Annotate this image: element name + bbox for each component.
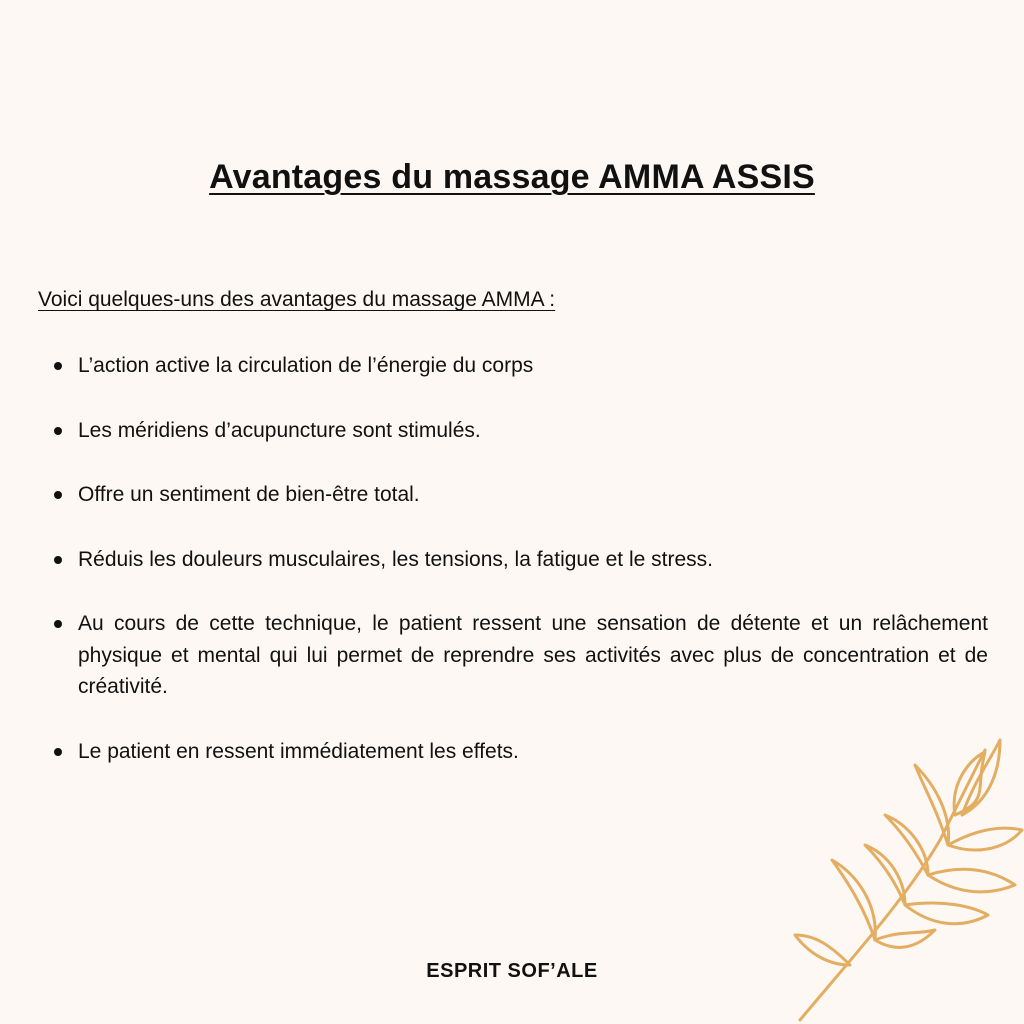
benefit-item xyxy=(40,544,988,576)
bullet-icon xyxy=(54,556,62,564)
intro-text: Voici quelques-uns des avantages du massage AMMA : xyxy=(38,288,556,311)
benefit-item xyxy=(40,608,988,703)
page-title: Avantages du massage AMMA ASSIS xyxy=(209,158,815,196)
benefit-item xyxy=(40,415,988,447)
benefit-text: Les méridiens d’acupuncture sont stimulés. xyxy=(78,418,481,442)
benefit-item xyxy=(40,479,988,511)
benefit-text: Au cours de cette technique, le patient ressent une sensation de détente et un relâchement physique et mental qui lui permet de reprendre ses activités avec plus de concentration et de créativité. xyxy=(78,612,988,698)
leaf-branch-icon xyxy=(780,730,1024,1024)
brand-name: ESPRIT SOF’ALE xyxy=(426,960,598,982)
bullet-icon xyxy=(54,362,62,370)
benefit-text: Réduis les douleurs musculaires, les tensions, la fatigue et le stress. xyxy=(78,547,713,571)
bullet-icon xyxy=(54,748,62,756)
bullet-icon xyxy=(54,491,62,499)
bullet-icon xyxy=(54,427,62,435)
benefit-text: Offre un sentiment de bien-être total. xyxy=(78,483,420,506)
bullet-icon xyxy=(54,620,62,628)
benefit-text: L’action active la circulation de l’énergie du corps xyxy=(78,354,534,377)
benefit-item xyxy=(40,350,988,382)
benefit-text: Le patient en ressent immédiatement les effets. xyxy=(78,739,519,763)
